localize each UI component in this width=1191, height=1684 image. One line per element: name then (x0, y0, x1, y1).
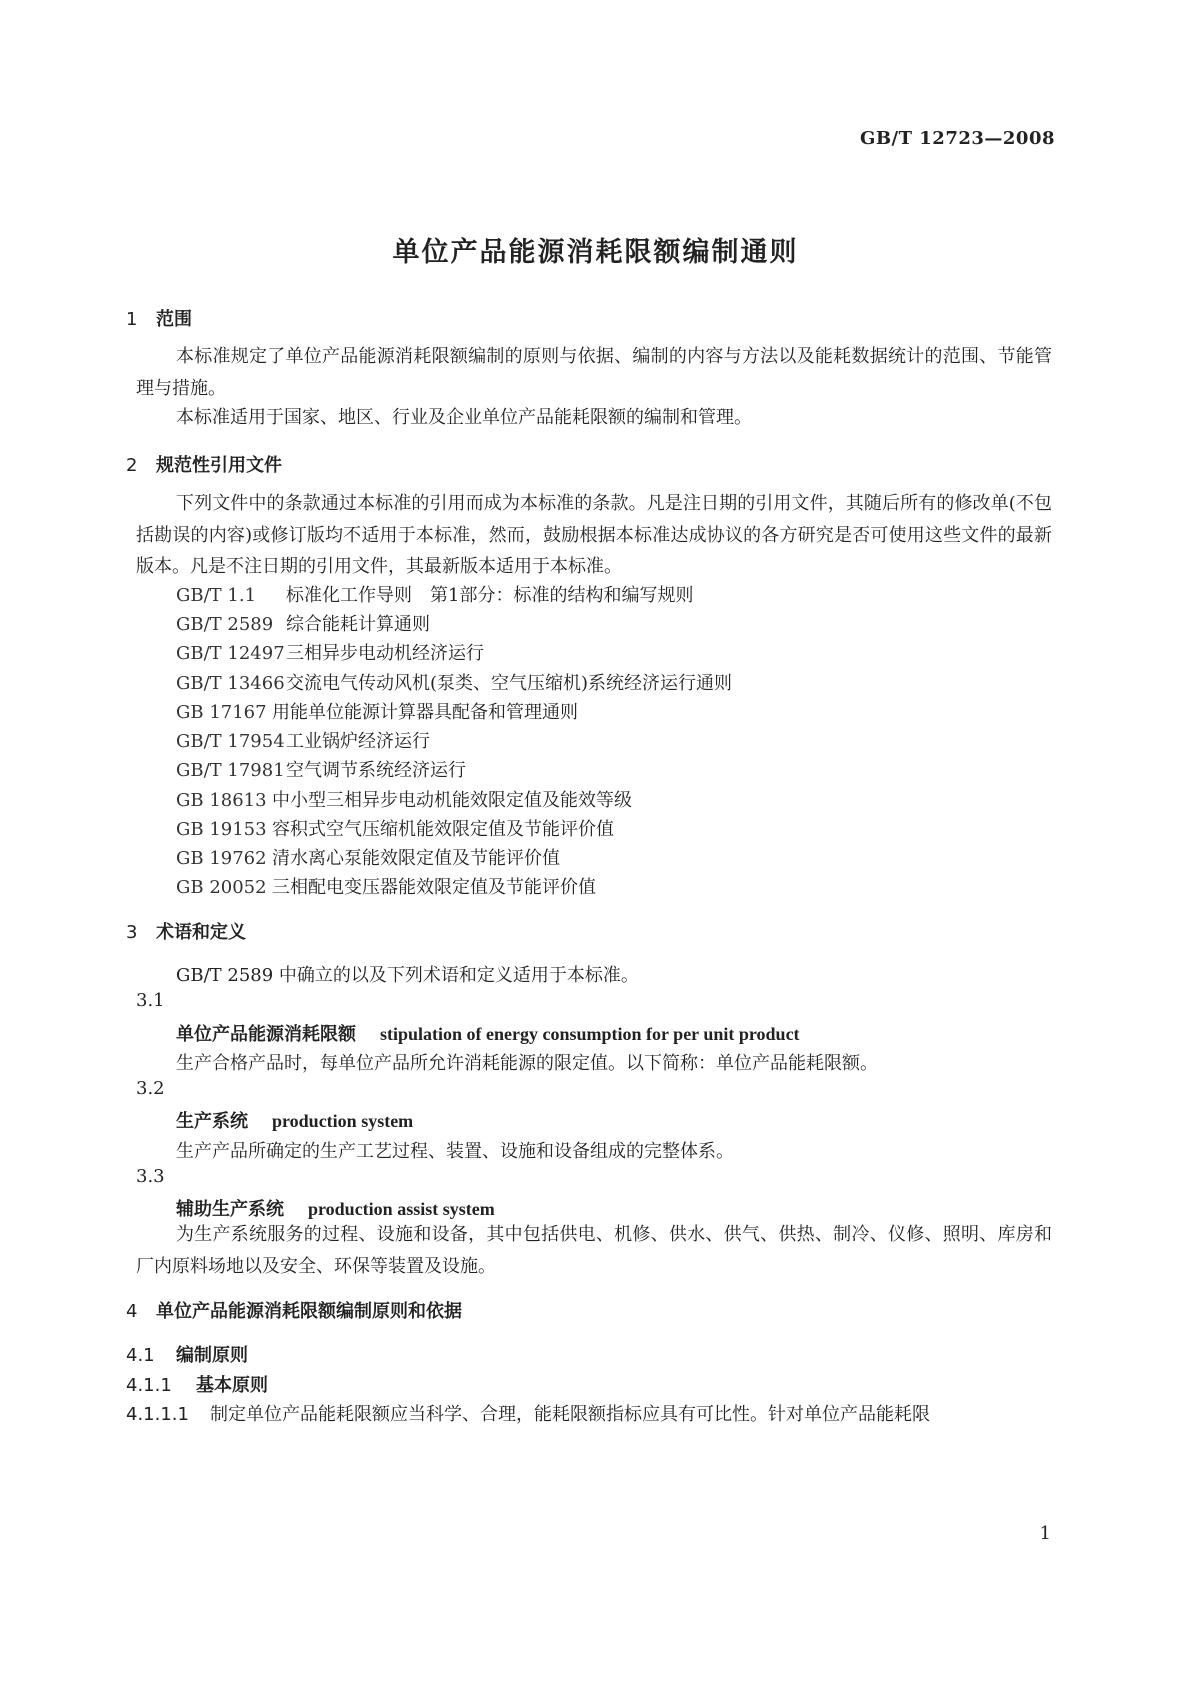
reference-title: 工业锅炉经济运行 (286, 731, 430, 752)
term-number: 3.3 (136, 1166, 165, 1187)
reference-code: GB/T 17954 (176, 731, 285, 752)
paragraph: 本标准适用于国家、地区、行业及企业单位产品能耗限额的编制和管理。 (176, 407, 752, 428)
reference-title: 三相配电变压器能效限定值及节能评价值 (272, 877, 596, 898)
reference-item (176, 639, 484, 665)
term-definition: 生产产品所确定的生产工艺过程、装置、设施和设备组成的完整体系。 (176, 1141, 734, 1162)
reference-item (176, 698, 578, 724)
section-number: 4.1.1 (126, 1375, 172, 1396)
term-definition: 生产合格产品时，每单位产品所允许消耗能源的限定值。以下简称：单位产品能耗限额。 (176, 1053, 878, 1074)
standard-code: GB/T 12723—2008 (859, 128, 1055, 149)
section-number: 3 (126, 922, 138, 943)
term-heading (176, 1195, 495, 1221)
section-number: 4 (126, 1301, 138, 1322)
clause-number: 4.1.1.1 (126, 1404, 189, 1425)
reference-code: GB/T 13466 (176, 673, 285, 694)
section-title: 范围 (156, 309, 192, 330)
section-4-heading (126, 1297, 462, 1323)
reference-item (176, 581, 693, 607)
reference-title: 综合能耗计算通则 (286, 614, 430, 635)
term-number: 3.2 (136, 1078, 165, 1099)
paragraph: GB/T 2589 中确立的以及下列术语和定义适用于本标准。 (176, 965, 639, 986)
reference-item (176, 727, 430, 753)
reference-item (176, 786, 632, 812)
reference-code: GB/T 1.1 (176, 585, 257, 606)
term-zh: 生产系统 (176, 1111, 248, 1132)
reference-code: GB 17167 (176, 702, 267, 723)
term-en: stipulation of energy consumption for per unit product (380, 1024, 800, 1044)
term-heading (176, 1020, 800, 1046)
paragraph: 下列文件中的条款通过本标准的引用而成为本标准的条款。凡是注日期的引用文件，其随后所有的修改单(不包括勘误的内容)或修订版均不适用于本标准，然而，鼓励根据本标准达成协议的各方研究是否可使用这些文件的最新版本。凡是不注日期的引用文件，其最新版本适用于本标准。 (136, 493, 1052, 577)
section-title: 单位产品能源消耗限额编制原则和依据 (156, 1301, 462, 1322)
reference-title: 三相异步电动机经济运行 (286, 643, 484, 664)
section-number: 2 (126, 455, 138, 476)
term-zh: 单位产品能源消耗限额 (176, 1024, 356, 1045)
reference-title: 空气调节系统经济运行 (286, 760, 466, 781)
term-heading (176, 1107, 413, 1133)
paragraph: 本标准规定了单位产品能源消耗限额编制的原则与依据、编制的内容与方法以及能耗数据统计的范围、节能管理与措施。 (136, 346, 1052, 399)
reference-title: 标准化工作导则 第1部分：标准的结构和编写规则 (286, 585, 694, 606)
page-number: 1 (1039, 1523, 1051, 1544)
reference-item (176, 873, 596, 899)
section-title: 术语和定义 (156, 922, 246, 943)
term-definition: 为生产系统服务的过程、设施和设备，其中包括供电、机修、供水、供气、供热、制冷、仪修、照明、库房和厂内原料场地以及安全、环保等装置及设施。 (136, 1224, 1052, 1277)
reference-title: 交流电气传动风机(泵类、空气压缩机)系统经济运行通则 (286, 673, 733, 694)
section-1-heading (126, 305, 192, 331)
section-number: 1 (126, 309, 138, 330)
reference-item (176, 610, 430, 636)
reference-title: 容积式空气压缩机能效限定值及节能评价值 (272, 819, 614, 840)
clause-4-1-1-1 (126, 1400, 930, 1426)
section-title: 规范性引用文件 (156, 455, 282, 476)
term-number: 3.1 (136, 990, 165, 1011)
reference-item (176, 815, 614, 841)
reference-title: 清水离心泵能效限定值及节能评价值 (272, 848, 560, 869)
reference-code: GB/T 2589 (176, 614, 274, 635)
reference-title: 用能单位能源计算器具配备和管理通则 (272, 702, 578, 723)
reference-title: 中小型三相异步电动机能效限定值及能效等级 (272, 790, 632, 811)
reference-item (176, 844, 560, 870)
document-title: 单位产品能源消耗限额编制通则 (392, 237, 799, 268)
reference-code: GB 19762 (176, 848, 267, 869)
reference-item (176, 669, 732, 695)
section-3-heading (126, 918, 246, 944)
reference-code: GB 18613 (176, 790, 267, 811)
term-en: production system (272, 1111, 414, 1131)
term-en: production assist system (308, 1199, 495, 1219)
section-2-heading (126, 451, 282, 477)
section-title: 基本原则 (196, 1375, 268, 1396)
reference-item (176, 756, 466, 782)
subsection-4-1-1-heading (126, 1371, 268, 1397)
reference-code: GB/T 17981 (176, 760, 285, 781)
section-number: 4.1 (126, 1345, 155, 1366)
section-title: 编制原则 (176, 1345, 248, 1366)
subsection-4-1-heading (126, 1341, 248, 1367)
reference-code: GB 19153 (176, 819, 267, 840)
term-zh: 辅助生产系统 (176, 1199, 284, 1220)
reference-code: GB 20052 (176, 877, 267, 898)
clause-text: 制定单位产品能耗限额应当科学、合理，能耗限额指标应具有可比性。针对单位产品能耗限 (210, 1404, 930, 1425)
reference-code: GB/T 12497 (176, 643, 285, 664)
